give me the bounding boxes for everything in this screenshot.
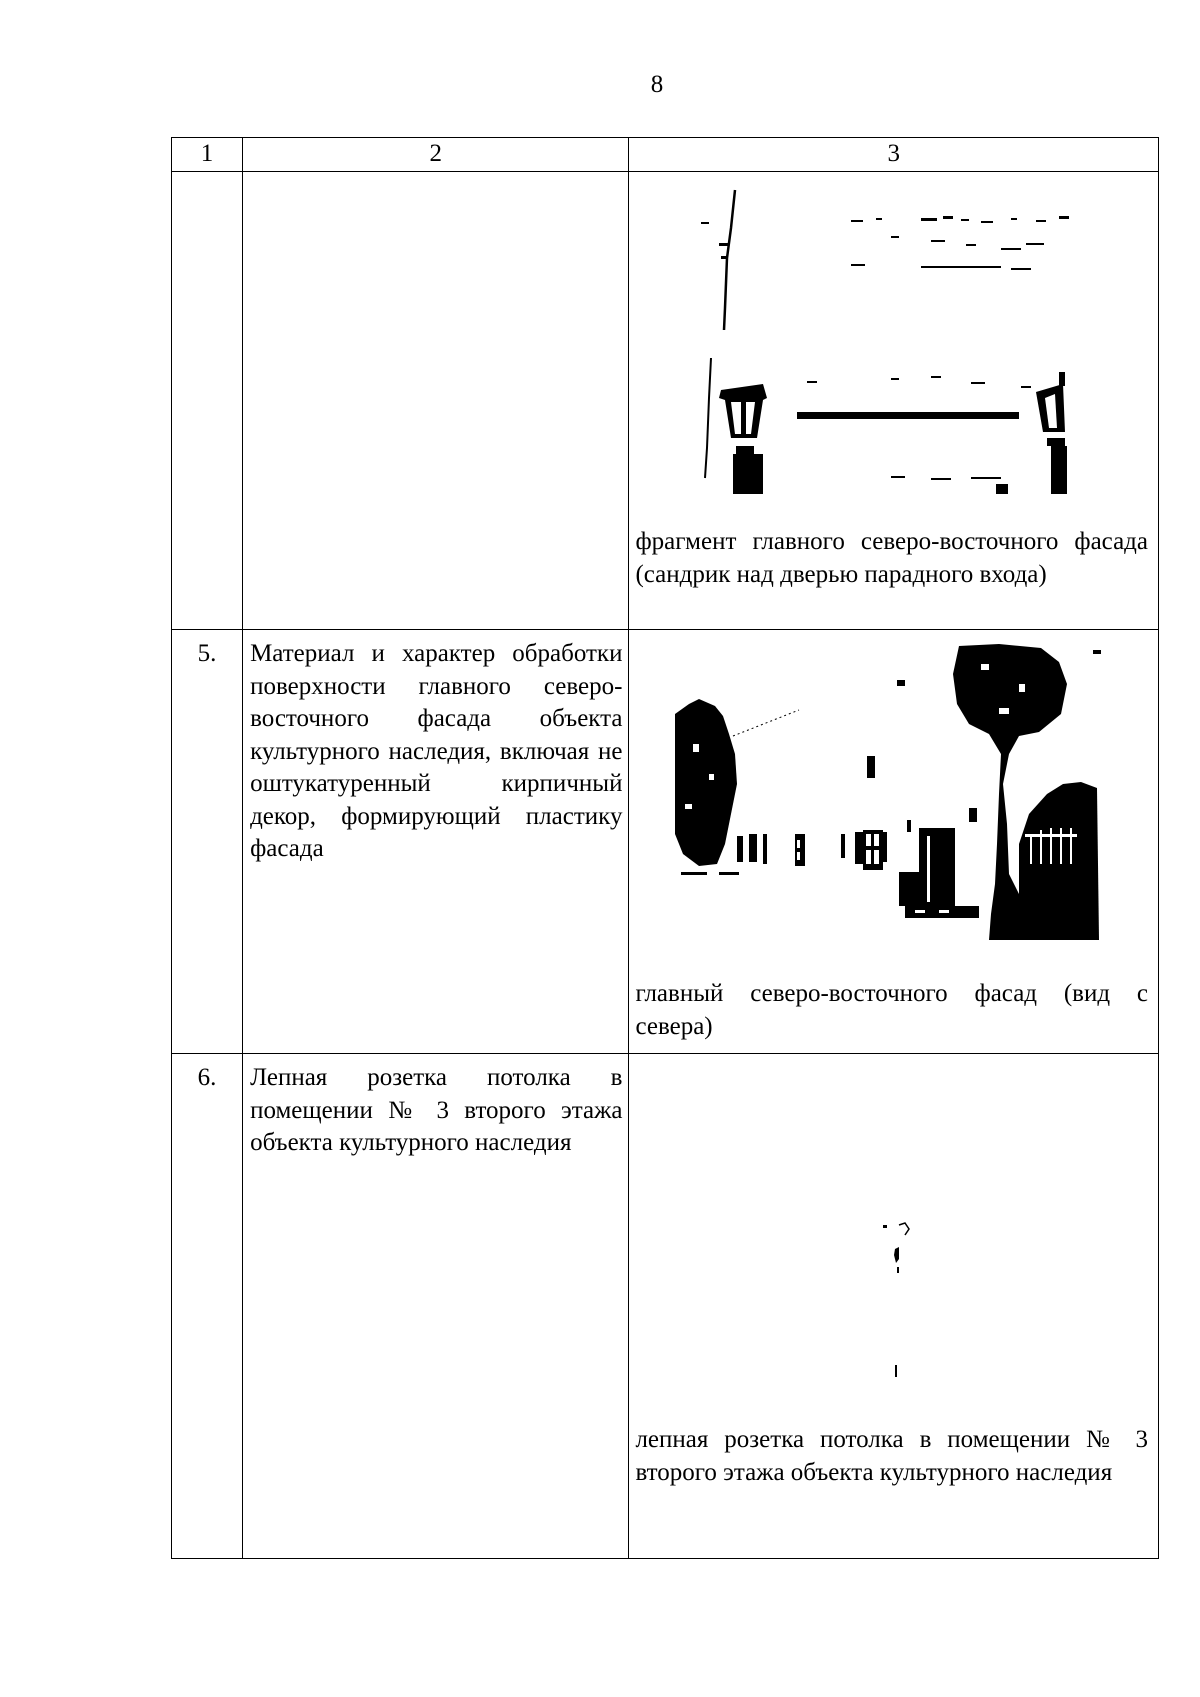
row-description: Лепная розетка потолка в помещении № 3 второго этажа объекта культурного наследия [243,1054,629,1559]
row-number [172,172,243,630]
row-photo-cell [629,630,1159,1054]
row-description: Материал и характер обработки поверхности главного северо-восточного фасада объекта культурного наследия, включая не оштукатуренный кирпичный декор, формирующий пластику фасада [243,630,629,1054]
photo-facade-icon [669,644,1119,944]
photo-caption: фрагмент главного северо-восточного фасада (сандрик над дверью парадного входа) [635,528,1148,588]
table-row [172,172,1159,630]
photo-ceiling-rosette-icon [859,1219,939,1379]
page-number: 8 [650,71,664,98]
photo-entrance-lanterns-icon [691,188,1091,498]
column-header-number: 1 [172,138,243,172]
column-header-description: 2 [243,138,629,172]
column-header-photo: 3 [629,138,1159,172]
row-description [243,172,629,630]
row-photo-cell [629,172,1159,630]
table-row [172,1054,1159,1559]
heritage-elements-table [171,137,1159,1559]
row-photo-cell [629,1054,1159,1559]
table-header-row [172,138,1159,172]
photo-caption: главный северо-восточного фасад (вид с севера) [635,980,1148,1040]
row-number: 5. [172,630,243,1054]
row-number: 6. [172,1054,243,1559]
table-row [172,630,1159,1054]
photo-caption: лепная розетка потолка в помещении № 3 второго этажа объекта культурного наследия [635,1426,1148,1486]
